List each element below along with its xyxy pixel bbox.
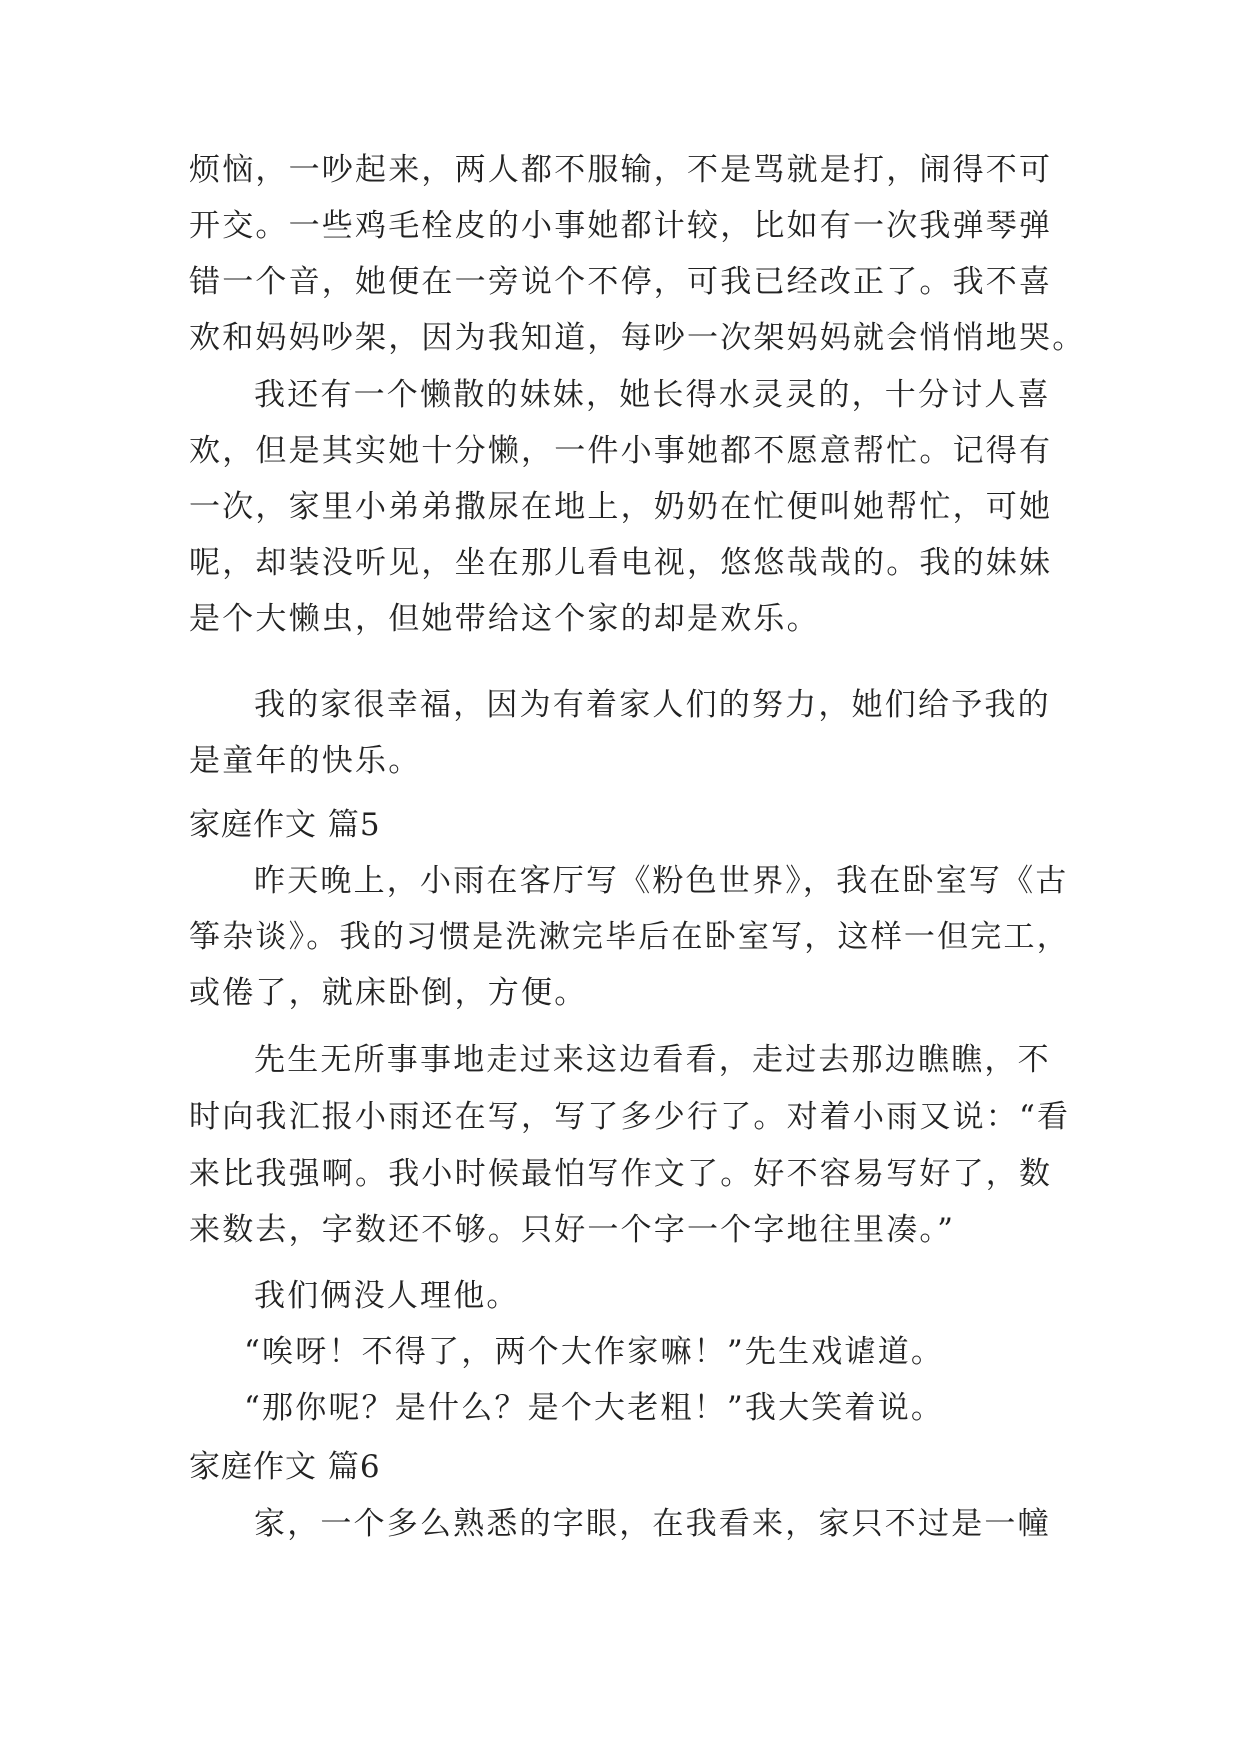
paragraph-line: 欢和妈妈吵架，因为我知道，每吵一次架妈妈就会悄悄地哭。: [189, 320, 1086, 356]
paragraph-line: 家，一个多么熟悉的字眼，在我看来，家只不过是一幢: [254, 1506, 1051, 1542]
paragraph-line: “唉呀！不得了，两个大作家嘛！”先生戏谑道。: [244, 1334, 945, 1370]
paragraph-line: 先生无所事事地走过来这边看看，走过去那边瞧瞧，不: [254, 1042, 1051, 1078]
paragraph-line: 开交。一些鸡毛栓皮的小事她都计较，比如有一次我弹琴弹: [189, 208, 1053, 244]
paragraph-line: “那你呢？是什么？是个大老粗！”我大笑着说。: [244, 1390, 945, 1426]
paragraph-line: 欢，但是其实她十分懒，一件小事她都不愿意帮忙。记得有: [189, 433, 1053, 469]
paragraph-line: 一次，家里小弟弟撒尿在地上，奶奶在忙便叫她帮忙，可她: [189, 489, 1053, 525]
paragraph-line: 烦恼，一吵起来，两人都不服输，不是骂就是打，闹得不可: [189, 152, 1053, 188]
paragraph-line: 我还有一个懒散的妹妹，她长得水灵灵的，十分讨人喜: [254, 377, 1051, 413]
paragraph-line: 筝杂谈》。我的习惯是洗漱完毕后在卧室写，这样一但完工，: [189, 919, 1070, 955]
paragraph-line: 是童年的快乐。: [189, 743, 422, 779]
paragraph-line: 错一个音，她便在一旁说个不停，可我已经改正了。我不喜: [189, 264, 1053, 300]
paragraph-line: 来比我强啊。我小时候最怕写作文了。好不容易写好了，数: [189, 1156, 1053, 1192]
paragraph-line: 或倦了，就床卧倒，方便。: [189, 975, 588, 1011]
section-heading: 家庭作文 篇6: [189, 1449, 381, 1485]
paragraph-line: 昨天晚上，小雨在客厅写《粉色世界》，我在卧室写《古: [254, 863, 1069, 899]
paragraph-line: 呢，却装没听见，坐在那儿看电视，悠悠哉哉的。我的妹妹: [189, 545, 1053, 581]
paragraph-line: 来数去，字数还不够。只好一个字一个字地往里凑。”: [189, 1212, 956, 1248]
section-heading: 家庭作文 篇5: [189, 807, 381, 843]
paragraph-line: 时向我汇报小雨还在写，写了多少行了。对着小雨又说：“看: [189, 1099, 1071, 1135]
paragraph-line: 我的家很幸福，因为有着家人们的努力，她们给予我的: [254, 687, 1051, 723]
paragraph-line: 我们俩没人理他。: [254, 1278, 520, 1314]
paragraph-line: 是个大懒虫，但她带给这个家的却是欢乐。: [189, 601, 820, 637]
